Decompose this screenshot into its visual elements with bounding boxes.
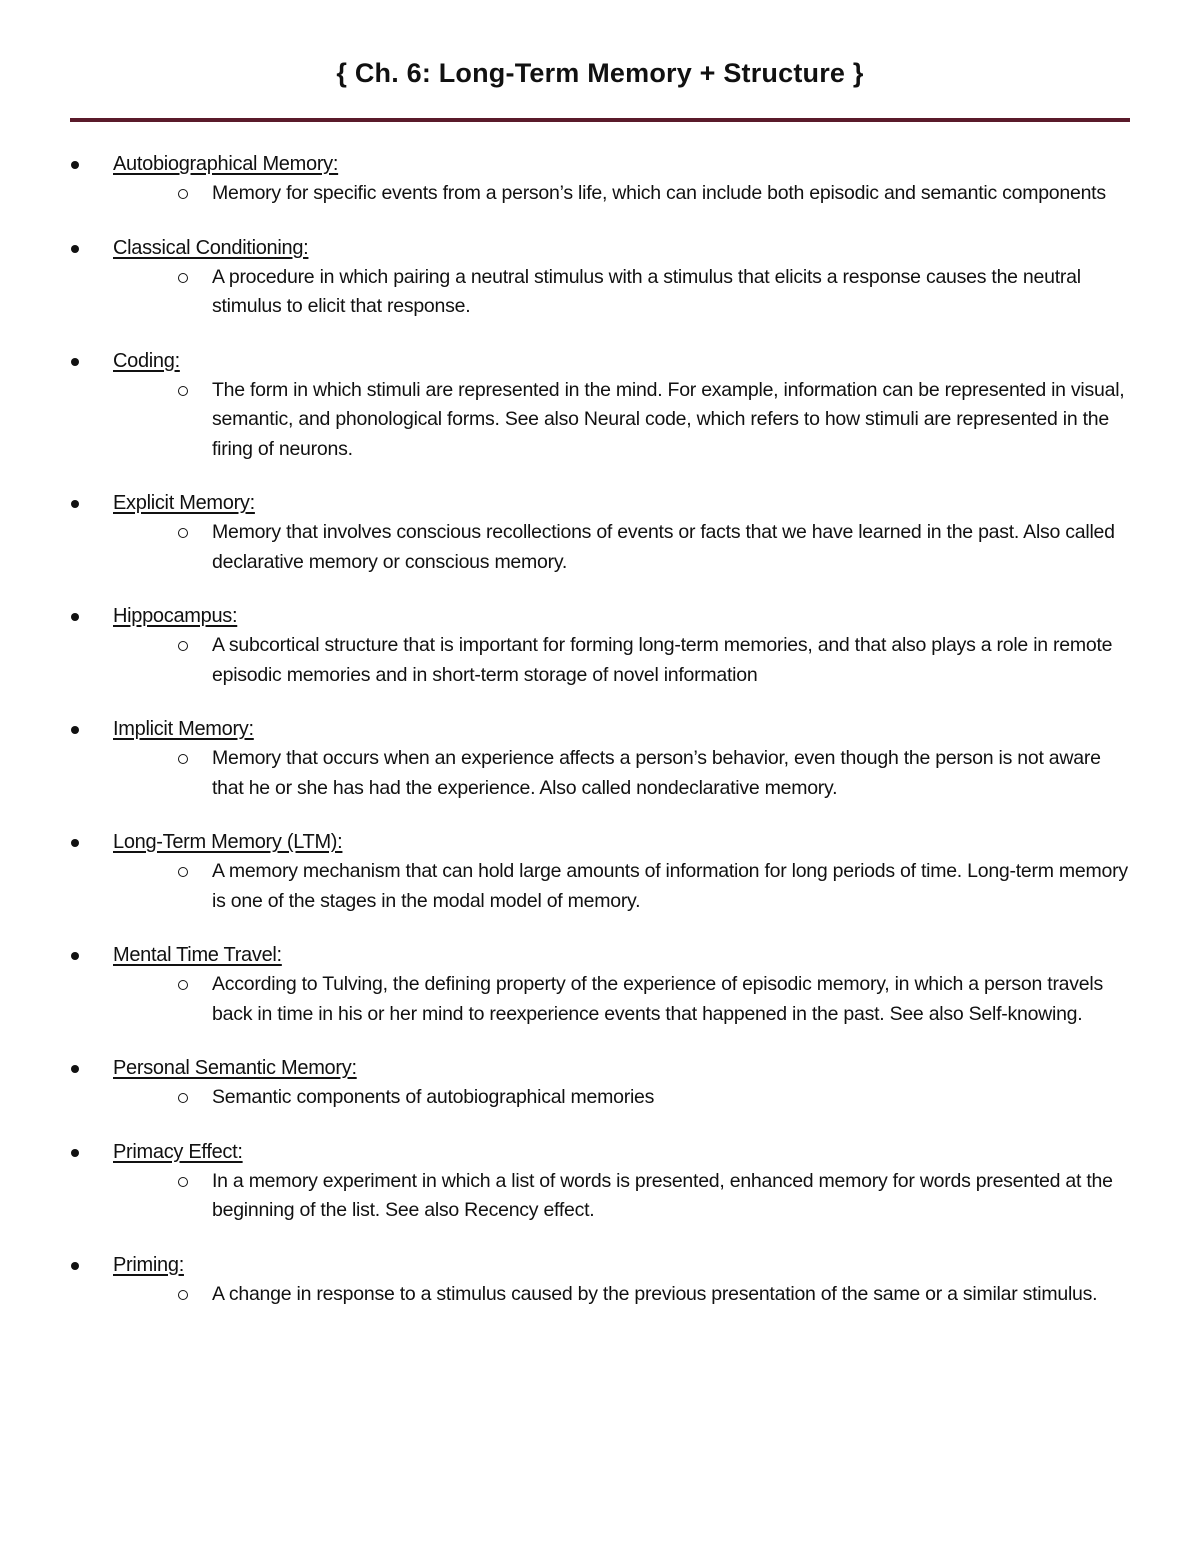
glossary-entry xyxy=(0,602,1200,690)
hollow-bullet-icon xyxy=(178,754,188,764)
term-definition xyxy=(0,744,1200,803)
term-heading xyxy=(0,150,1200,179)
glossary-entry xyxy=(0,941,1200,1029)
definition-text: A subcortical structure that is important for forming long-term memories, and that also plays a role in remote episodic memories and in short-term storage of novel information xyxy=(212,634,1113,686)
hollow-bullet-icon xyxy=(178,1177,188,1187)
term-label: Long-Term Memory (LTM): xyxy=(113,831,343,853)
bullet-icon xyxy=(71,1262,79,1270)
term-label: Autobiographical Memory: xyxy=(113,153,339,175)
term-definition xyxy=(0,1083,1200,1113)
hollow-bullet-icon xyxy=(178,273,188,283)
hollow-bullet-icon xyxy=(178,641,188,651)
term-label: Coding: xyxy=(113,349,180,372)
glossary-entry xyxy=(0,1138,1200,1226)
glossary-entry xyxy=(0,1251,1200,1310)
term-heading xyxy=(0,941,1200,970)
definition-text: Memory that involves conscious recollections of events or facts that we have learned in the past. Also called declarative memory or conscious memory. xyxy=(212,521,1115,573)
definition-text: According to Tulving, the defining property of the experience of episodic memory, in which a person travels back in time in his or her mind to reexperience events that happened in the past. See also Self-knowing. xyxy=(212,973,1103,1025)
hollow-bullet-icon xyxy=(178,189,188,199)
hollow-bullet-icon xyxy=(178,1290,188,1300)
glossary-entry xyxy=(0,234,1200,322)
term-heading xyxy=(0,347,1200,376)
bullet-icon xyxy=(71,245,79,253)
hollow-bullet-icon xyxy=(178,386,188,396)
term-label: Classical Conditioning: xyxy=(113,236,309,259)
bullet-icon xyxy=(71,500,79,508)
definition-text: Memory for specific events from a person’s life, which can include both episodic and semantic components xyxy=(212,182,1106,204)
definition-text: In a memory experiment in which a list of words is presented, enhanced memory for words presented at the beginning of the list. See also Recency effect. xyxy=(212,1169,1113,1221)
term-heading xyxy=(0,234,1200,263)
term-label: Explicit Memory: xyxy=(113,492,255,514)
definition-text: A procedure in which pairing a neutral stimulus with a stimulus that elicits a response causes the neutral stimulus to elicit that response. xyxy=(212,265,1081,317)
page-title: { Ch. 6: Long-Term Memory + Structure } xyxy=(336,58,864,88)
glossary-entry xyxy=(0,347,1200,465)
term-label: Priming: xyxy=(113,1253,184,1276)
term-definition xyxy=(0,1167,1200,1226)
term-definition xyxy=(0,376,1200,465)
glossary-entry xyxy=(0,828,1200,916)
term-label: Implicit Memory: xyxy=(113,718,254,740)
term-heading xyxy=(0,1054,1200,1083)
bullet-icon xyxy=(71,952,79,960)
term-definition xyxy=(0,263,1200,322)
term-heading xyxy=(0,828,1200,857)
term-label: Hippocampus: xyxy=(113,605,238,627)
term-heading xyxy=(0,489,1200,518)
bullet-icon xyxy=(71,726,79,734)
title-divider xyxy=(70,118,1130,122)
glossary-entry xyxy=(0,715,1200,803)
bullet-icon xyxy=(71,839,79,847)
term-label: Primacy Effect: xyxy=(113,1140,243,1163)
glossary-entry xyxy=(0,1054,1200,1113)
term-heading xyxy=(0,602,1200,631)
term-definition xyxy=(0,857,1200,916)
hollow-bullet-icon xyxy=(178,1093,188,1103)
glossary-list xyxy=(0,150,1200,1334)
bullet-icon xyxy=(71,161,79,169)
bullet-icon xyxy=(71,1065,79,1073)
term-label: Personal Semantic Memory: xyxy=(113,1057,357,1079)
hollow-bullet-icon xyxy=(178,867,188,877)
definition-text: Memory that occurs when an experience affects a person’s behavior, even though the person is not aware that he or she has had the experience. Also called nondeclarative memory. xyxy=(212,747,1101,799)
term-definition xyxy=(0,518,1200,577)
term-definition xyxy=(0,179,1200,209)
term-heading xyxy=(0,1251,1200,1280)
term-heading xyxy=(0,715,1200,744)
term-definition xyxy=(0,1280,1200,1310)
term-definition xyxy=(0,970,1200,1029)
hollow-bullet-icon xyxy=(178,528,188,538)
definition-text: A memory mechanism that can hold large amounts of information for long periods of time. Long-term memory is one of the stages in the modal model of memory. xyxy=(212,860,1128,912)
term-label: Mental Time Travel: xyxy=(113,944,282,966)
hollow-bullet-icon xyxy=(178,980,188,990)
definition-text: A change in response to a stimulus caused by the previous presentation of the same or a similar stimulus. xyxy=(212,1282,1098,1305)
bullet-icon xyxy=(71,358,79,366)
bullet-icon xyxy=(71,1149,79,1157)
glossary-entry xyxy=(0,489,1200,577)
bullet-icon xyxy=(71,613,79,621)
glossary-entry xyxy=(0,150,1200,209)
term-definition xyxy=(0,631,1200,690)
term-heading xyxy=(0,1138,1200,1167)
definition-text: The form in which stimuli are represented in the mind. For example, information can be represented in visual, semantic, and phonological forms. See also Neural code, which refers to how stimuli are represented in the firing of neurons. xyxy=(212,378,1125,460)
definition-text: Semantic components of autobiographical memories xyxy=(212,1086,655,1108)
